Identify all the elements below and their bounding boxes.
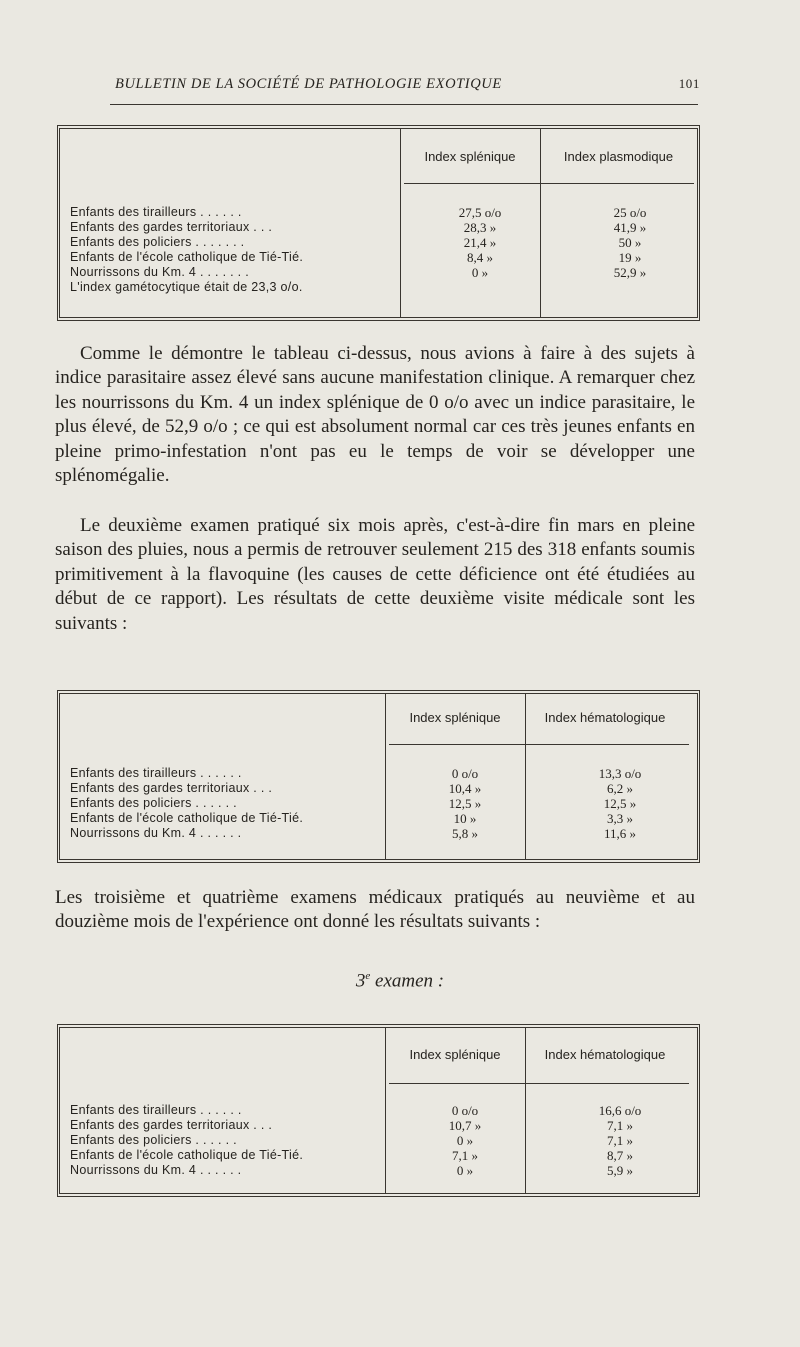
table-row — [70, 265, 697, 280]
hematologic-value: 11,6 » — [603, 826, 637, 841]
hematologic-value: 7,1 » — [607, 1118, 633, 1133]
column-header-splenic: Index splénique — [409, 1047, 501, 1062]
splenic-value: 5,8 » — [452, 826, 478, 841]
plasmodic-value: 50 » — [618, 235, 642, 250]
column-header-splenic: Index splénique — [424, 149, 516, 164]
plasmodic-value: 52,9 » — [613, 265, 647, 280]
row-label: Enfants de l'école catholique de Tié-Tié. — [70, 811, 304, 825]
hematologic-value: 6,2 » — [607, 781, 633, 796]
hematologic-value: 8,7 » — [607, 1148, 633, 1163]
plasmodic-value: 41,9 » — [613, 220, 647, 235]
splenic-value: 0 o/o — [451, 1103, 479, 1118]
splenic-value: 0 » — [471, 265, 489, 280]
row-label: Enfants des tirailleurs . . . . . . — [70, 766, 242, 780]
running-header — [115, 76, 700, 93]
splenic-value: 0 o/o — [451, 766, 479, 781]
row-label: Enfants des tirailleurs . . . . . . — [70, 205, 242, 219]
column-header-plasmodic: Index plasmodique — [563, 149, 674, 164]
row-label: Nourrissons du Km. 4 . . . . . . . — [70, 265, 250, 279]
subheading-third-exam — [0, 970, 800, 992]
paragraph-1: Comme le démontre le tableau ci-dessus, nous avions à faire à des sujets à indice parasitaire assez élevé sans aucune manifestation clinique. A remarquer chez les nourrissons du Km. 4 un index splénique de 0 o/o avec un indice parasitaire, le plus élevé, de 52,9 o/o ; ce qui est absolument normal car ces très jeunes enfants en pleine primo-infestation n'ont pas eu le temps de voir se développer une splénomégalie. — [55, 343, 695, 487]
table-row — [70, 1133, 697, 1148]
table-row — [70, 205, 697, 220]
row-label: Enfants des policiers . . . . . . — [70, 796, 237, 810]
paragraph-2: Le deuxième examen pratiqué six mois après, c'est-à-dire fin mars en pleine saison des pluies, nous a permis de retrouver seulement 215 des 318 enfants soumis primitivement à la flavoquine (les causes de cette déficience ont été étudiées au début de ce rapport). Les résultats de cette deuxième visite médicale sont les suivants : — [55, 515, 695, 634]
splenic-value: 10,4 » — [448, 781, 482, 796]
row-label: Enfants des gardes territoriaux . . . — [70, 220, 273, 234]
splenic-value: 10 » — [453, 811, 477, 826]
row-label: Enfants des policiers . . . . . . — [70, 1133, 237, 1147]
hematologic-value: 3,3 » — [607, 811, 633, 826]
row-label: Enfants de l'école catholique de Tié-Tié. — [70, 1148, 304, 1162]
hematologic-value: 12,5 » — [603, 796, 637, 811]
row-label: Nourrissons du Km. 4 . . . . . . — [70, 826, 242, 840]
table-body — [70, 1103, 697, 1178]
table-second-exam — [57, 690, 700, 863]
table-row — [70, 811, 697, 826]
plasmodic-value: 19 » — [618, 250, 642, 265]
hematologic-value: 13,3 o/o — [598, 766, 642, 781]
splenic-value: 12,5 » — [448, 796, 482, 811]
header-rule — [110, 104, 698, 105]
table-note: L'index gamétocytique était de 23,3 o/o. — [70, 280, 303, 294]
row-label: Enfants des gardes territoriaux . . . — [70, 781, 273, 795]
splenic-value: 0 » — [456, 1133, 474, 1148]
table-row — [70, 826, 697, 841]
header-rule — [404, 183, 694, 184]
table-row — [70, 1148, 697, 1163]
splenic-value: 10,7 » — [448, 1118, 482, 1133]
splenic-value: 21,4 » — [463, 235, 497, 250]
row-label: Enfants des gardes territoriaux . . . — [70, 1118, 273, 1132]
splenic-value: 0 » — [456, 1163, 474, 1178]
column-header-hematologic: Index hématologique — [544, 1047, 666, 1062]
subheading-ordinal: e — [365, 970, 371, 982]
table-body — [70, 205, 697, 295]
hematologic-value: 16,6 o/o — [598, 1103, 642, 1118]
splenic-value: 7,1 » — [452, 1148, 478, 1163]
splenic-value: 27,5 o/o — [458, 205, 502, 220]
table-row — [70, 220, 697, 235]
row-label: Enfants des tirailleurs . . . . . . — [70, 1103, 242, 1117]
header-rule — [389, 1083, 689, 1084]
subheading-number: 3 — [355, 970, 366, 992]
table-row — [70, 250, 697, 265]
table-row — [70, 235, 697, 250]
subheading-text: examen : — [370, 970, 445, 992]
column-header-splenic: Index splénique — [409, 710, 501, 725]
table-row — [70, 1118, 697, 1133]
table-row — [70, 781, 697, 796]
page-number: 101 — [678, 76, 700, 91]
journal-title: BULLETIN DE LA SOCIÉTÉ DE PATHOLOGIE EXOTIQUE — [115, 76, 502, 92]
table-body — [70, 766, 697, 841]
header-rule — [389, 744, 689, 745]
row-label: Enfants de l'école catholique de Tié-Tié. — [70, 250, 304, 264]
row-label: Enfants des policiers . . . . . . . — [70, 235, 245, 249]
paragraph-3: Les troisième et quatrième examens médicaux pratiqués au neuvième et au douzième mois de l'expérience ont donné les résultats suivants : — [55, 887, 695, 933]
row-label: Nourrissons du Km. 4 . . . . . . — [70, 1163, 242, 1177]
table-row — [70, 766, 697, 781]
splenic-value: 28,3 » — [463, 220, 497, 235]
splenic-value: 8,4 » — [467, 250, 493, 265]
table-first-exam — [57, 125, 700, 321]
table-row — [70, 1163, 697, 1178]
hematologic-value: 5,9 » — [607, 1163, 633, 1178]
table-third-exam — [57, 1024, 700, 1197]
table-row — [70, 1103, 697, 1118]
hematologic-value: 7,1 » — [607, 1133, 633, 1148]
table-row — [70, 796, 697, 811]
column-header-hematologic: Index hématologique — [544, 710, 666, 725]
plasmodic-value: 25 o/o — [613, 205, 647, 220]
